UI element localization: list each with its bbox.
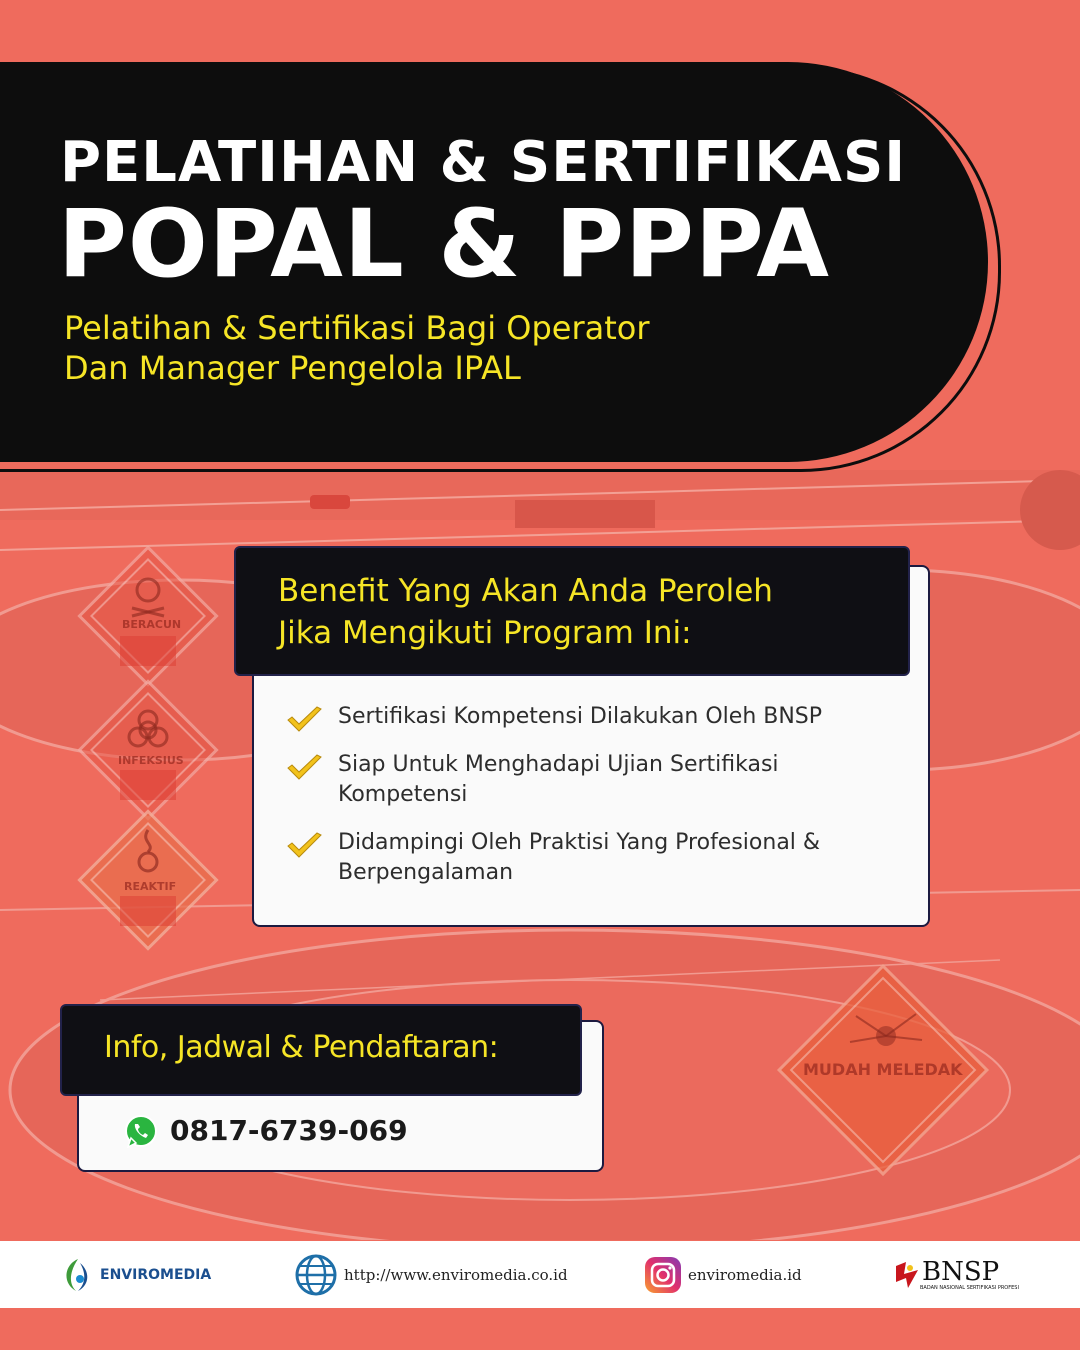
brand-name: ENVIROMEDIA bbox=[100, 1266, 212, 1283]
benefit-item-line1: Didampingi Oleh Praktisi Yang Profesional & bbox=[338, 830, 821, 855]
page-subtitle bbox=[64, 308, 824, 388]
hazard-toxic-label: BERACUN bbox=[122, 618, 182, 631]
bnsp-full-name: BADAN NASIONAL SERTIFIKASI PROFESI bbox=[920, 1284, 1019, 1291]
subtitle-line1: Pelatihan & Sertifikasi Bagi Operator bbox=[64, 309, 650, 347]
bnsp-logo-icon bbox=[894, 1260, 920, 1290]
check-icon bbox=[284, 752, 324, 784]
bnsp-name: BNSP bbox=[922, 1256, 1000, 1287]
benefit-list bbox=[284, 702, 914, 906]
benefit-item-line2: Kompetensi bbox=[338, 782, 468, 807]
footer-instagram[interactable] bbox=[644, 1241, 802, 1308]
check-icon bbox=[284, 830, 324, 862]
benefit-item bbox=[284, 702, 914, 732]
benefit-item bbox=[284, 828, 914, 888]
instagram-icon bbox=[644, 1256, 682, 1294]
check-icon bbox=[284, 704, 324, 736]
whatsapp-icon[interactable] bbox=[122, 1113, 160, 1151]
subtitle-line2: Dan Manager Pengelola IPAL bbox=[64, 349, 521, 387]
benefit-heading-line1: Benefit Yang Akan Anda Peroleh bbox=[278, 573, 773, 609]
website-url[interactable]: http://www.enviromedia.co.id bbox=[344, 1265, 568, 1284]
footer-bnsp bbox=[894, 1241, 1019, 1308]
benefit-item-line1: Sertifikasi Kompetensi Dilakukan Oleh BNSP bbox=[338, 704, 823, 729]
page-title-line2: POPAL & PPPA bbox=[58, 190, 830, 299]
phone-number[interactable]: 0817-6739-069 bbox=[170, 1114, 408, 1147]
enviromedia-logo-icon bbox=[60, 1255, 96, 1295]
info-heading: Info, Jadwal & Pendaftaran: bbox=[104, 1030, 499, 1065]
hazard-reactive-label: REAKTIF bbox=[124, 880, 177, 893]
benefit-item-line1: Siap Untuk Menghadapi Ujian Sertifikasi bbox=[338, 752, 779, 777]
footer-website[interactable] bbox=[294, 1241, 568, 1308]
footer bbox=[0, 1241, 1080, 1308]
benefit-item bbox=[284, 750, 914, 810]
instagram-handle[interactable]: enviromedia.id bbox=[688, 1265, 802, 1284]
benefit-heading bbox=[278, 570, 898, 654]
hazard-infectious-label: INFEKSIUS bbox=[118, 754, 184, 767]
benefit-item-line2: Berpengalaman bbox=[338, 860, 514, 885]
globe-icon bbox=[294, 1253, 338, 1297]
page-title-line1: PELATIHAN & SERTIFIKASI bbox=[60, 130, 907, 195]
footer-brand[interactable] bbox=[60, 1241, 211, 1308]
benefit-heading-line2: Jika Mengikuti Program Ini: bbox=[278, 615, 692, 651]
hazard-explosive-label: MUDAH MELEDAK bbox=[803, 1060, 963, 1079]
